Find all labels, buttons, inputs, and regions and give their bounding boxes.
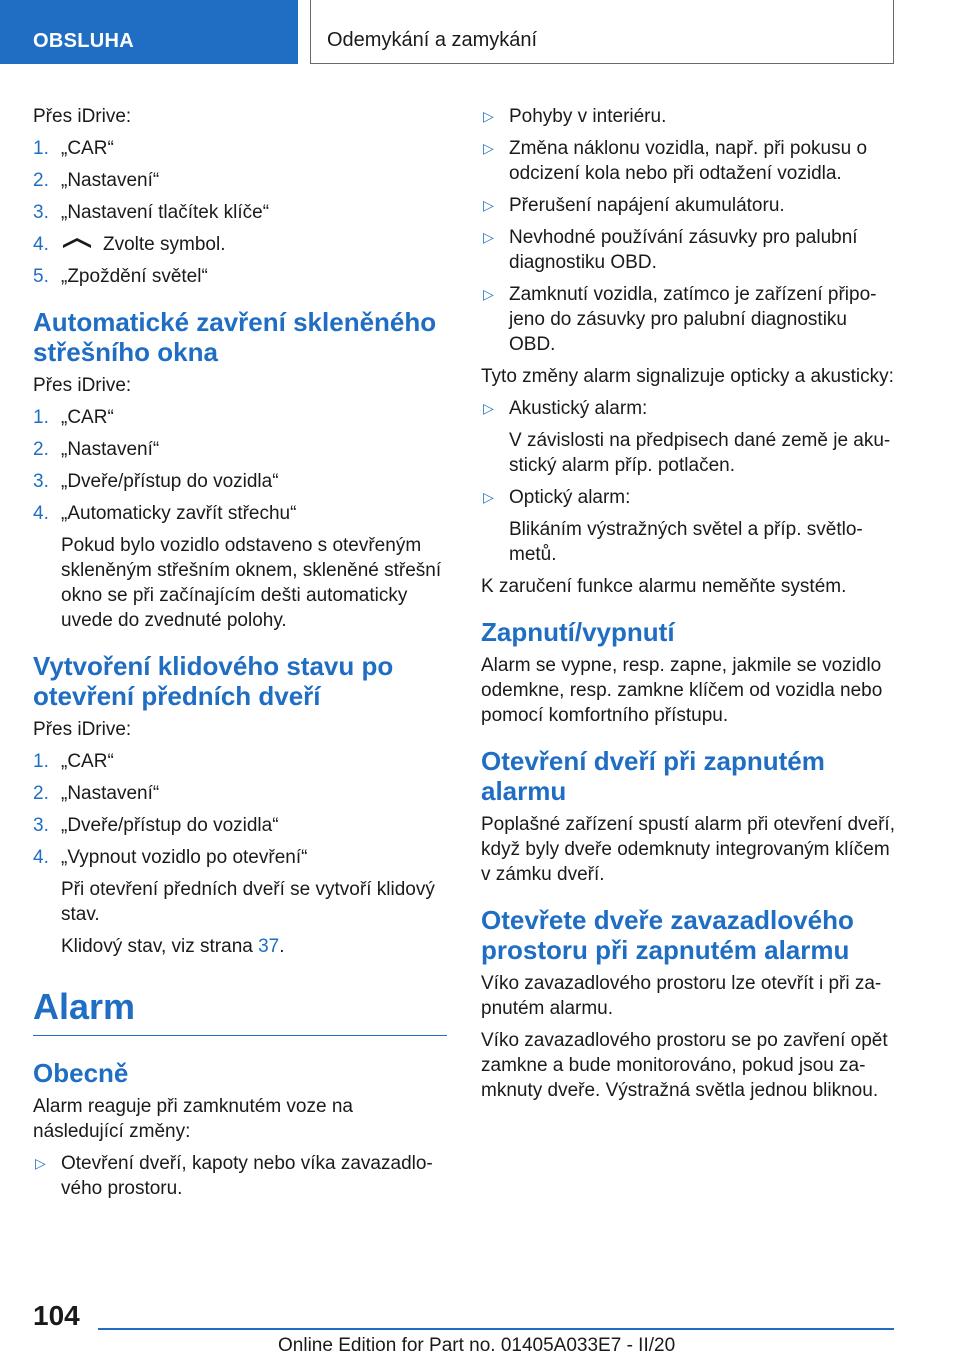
signal-text: Tyto změny alarm signalizuje opticky a akusticky: — [481, 366, 894, 387]
intro-idrive: Přes iDrive: — [33, 375, 132, 397]
list-item: 3. „Dveře/přístup do vozidla“ — [33, 471, 279, 493]
footer-divider — [98, 1328, 894, 1330]
intro-idrive: Přes iDrive: — [33, 719, 132, 741]
list-item: 3. „Nastavení tlačítek klíče“ — [33, 202, 270, 223]
chapter-header — [310, 0, 894, 64]
list-item: 1. „CAR“ — [33, 138, 114, 159]
alarm-changes-list-cont — [481, 104, 895, 357]
list-item: ▷ Přerušení napájení akumulátoru. — [483, 195, 785, 216]
list-item: 2. „Nastavení“ — [33, 783, 160, 805]
intro-idrive: Přes iDrive: — [33, 106, 132, 127]
list-item: ▷ Zamknutí vozidla, zatímco je zařízení připo-jeno do zásuvky pro palubní diagnostiku OBD. — [483, 284, 877, 355]
roof-note: Pokud bylo vozidlo odstaveno s otevřeným skleněným střešním oknem, skleněné střešní okno se při začínajícím dešti automaticky uvede do zvednuté polohy. — [61, 535, 442, 632]
list-item: 2. „Nastavení“ — [33, 170, 160, 191]
general-text: Alarm reaguje při zamknutém voze na následující změny: — [33, 1096, 353, 1143]
list-item: ▷ Změna náklonu vozidla, např. při pokusu o odcizení kola nebo při odtažení vozidla. — [483, 138, 868, 184]
list-item: ▷ Otevření dveří, kapoty nebo víka zavazadlo-vého prostoru. — [35, 1153, 433, 1200]
list-item: 3. „Dveře/přístup do vozidla“ — [33, 815, 279, 837]
acoustic-text: V závislosti na předpisech dané země je aku-stický alarm příp. potlačen. — [509, 430, 891, 476]
list-item: 1. „CAR“ — [33, 751, 114, 773]
list-item: ▷ Akustický alarm: V závislosti na předpisech dané země je aku-stický alarm příp. potlačen. — [481, 396, 895, 478]
list-item: 4. Zvolte symbol. — [33, 232, 447, 257]
heading-alarm: Alarm — [33, 985, 447, 1036]
rest-note: Při otevření předních dveří se vytvoří klidový stav. — [61, 879, 435, 926]
list-item: 4. „Vypnout vozidlo po otevření“ Při otevření předních dveří se vytvoří klidový stav. Klidový stav, viz strana 37. — [33, 845, 447, 959]
key-settings-list — [33, 136, 447, 289]
edition-footer: Online Edition for Part no. 01405A033E7 - II/20 — [278, 1335, 676, 1356]
chapter-title: Odemykání a zamykání — [327, 29, 538, 51]
key-symbol-icon — [61, 232, 93, 257]
triangle-right-icon: ▷ — [483, 108, 494, 124]
alarm-changes-list — [33, 1151, 447, 1201]
triangle-right-icon: ▷ — [483, 197, 494, 213]
heading-doors: Otevření dveří při zapnutém alarmu — [481, 746, 825, 806]
optical-text: Blikáním výstražných světel a příp. světlo-metů. — [509, 519, 863, 565]
right-column — [481, 104, 895, 1110]
triangle-right-icon: ▷ — [483, 400, 494, 416]
list-item: 4. „Automaticky zavřít střechu“ Pokud bylo vozidlo odstaveno s otevřeným skleněným střešním oknem, skleněné střešní okno se při začínajícím dešti automaticky uvede do zvednuté polohy. — [33, 501, 447, 633]
trunk-text-1: Víko zavazadlového prostoru lze otevřít i při za-pnutém alarmu. — [481, 973, 882, 1019]
section-tab — [0, 0, 298, 64]
warranty-text: K zaručení funkce alarmu neměňte systém. — [481, 576, 847, 597]
heading-roof-close: Automatické zavření skleněného střešního okna — [33, 307, 437, 368]
heading-trunk: Otevřete dveře zavazadlového prostoru při zapnutém alarmu — [481, 905, 854, 965]
triangle-right-icon: ▷ — [35, 1155, 46, 1172]
rest-reference: Klidový stav, viz strana 37. — [61, 936, 285, 958]
triangle-right-icon: ▷ — [483, 286, 494, 302]
toggle-text: Alarm se vypne, resp. zapne, jakmile se vozidlo odemkne, resp. zamkne klíčem od vozidla nebo pomocí komfortního přístupu. — [481, 655, 883, 726]
triangle-right-icon: ▷ — [483, 229, 494, 245]
list-item: ▷ Nevhodné používání zásuvky pro palubní diagnostiku OBD. — [483, 227, 858, 273]
section-label: OBSLUHA — [33, 30, 134, 52]
list-item: ▷ Optický alarm: Blikáním výstražných světel a příp. světlo-metů. — [481, 485, 895, 567]
list-item: ▷ Pohyby v interiéru. — [483, 106, 667, 127]
heading-rest-state: Vytvoření klidového stavu po otevření předních dveří — [33, 651, 394, 712]
doors-text: Poplašné zařízení spustí alarm při otevření dveří, když byly dveře odemknuty integrovaným klíčem v zámku dveří. — [481, 814, 895, 885]
list-item: 5. „Zpoždění světel“ — [33, 266, 208, 288]
trunk-text-2: Víko zavazadlového prostoru se po zavření opět zamkne a bude monitorováno, pokud jsou za-mknuty dveře. Výstražná světla jednou bliknou. — [481, 1030, 888, 1101]
triangle-right-icon: ▷ — [483, 140, 494, 156]
page-link[interactable]: 37 — [258, 936, 280, 958]
left-column — [33, 104, 447, 1208]
rest-settings-list — [33, 749, 447, 959]
list-item: 1. „CAR“ — [33, 407, 114, 429]
roof-settings-list — [33, 405, 447, 633]
heading-general: Obecně — [33, 1058, 129, 1089]
triangle-right-icon: ▷ — [483, 489, 494, 505]
page-number: 104 — [33, 1300, 80, 1331]
signal-list — [481, 396, 895, 567]
heading-toggle: Zapnutí/vypnutí — [481, 617, 675, 647]
list-item: 2. „Nastavení“ — [33, 439, 160, 461]
